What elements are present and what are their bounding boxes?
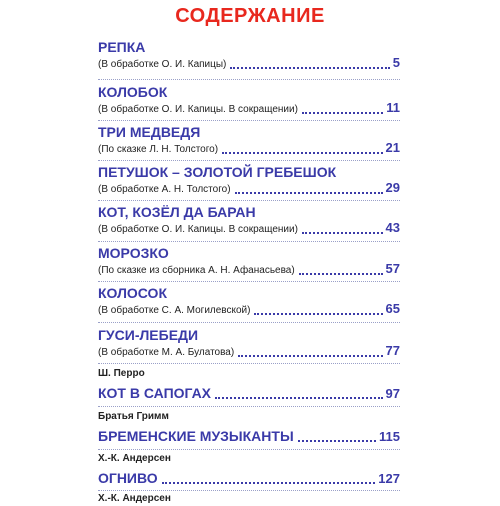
- separator: [98, 160, 400, 161]
- entry-title: БРЕМЕНСКИЕ МУЗЫКАНТЫ: [98, 428, 294, 444]
- entry-title: МОРОЗКО: [98, 245, 169, 261]
- toc-entry[interactable]: [98, 492, 400, 506]
- entry-title: ГУСИ-ЛЕБЕДИ: [98, 327, 199, 343]
- entry-page-number: 97: [385, 386, 400, 401]
- entry-page-number: 127: [378, 471, 400, 486]
- separator: [98, 79, 400, 80]
- entry-page-number: 11: [386, 100, 400, 115]
- entry-title: ОГНИВО: [98, 470, 158, 486]
- entry-subtitle: (В обработке А. Н. Толстого): [98, 184, 231, 195]
- dot-leader: [302, 230, 383, 234]
- entry-subtitle: (В обработке С. А. Могилевской): [98, 305, 251, 316]
- toc-entry[interactable]: [98, 367, 400, 402]
- entry-page-number: 77: [385, 343, 400, 358]
- separator: [98, 120, 400, 121]
- entry-subtitle: (В обработке О. И. Капицы. В сокращении): [98, 224, 298, 235]
- dot-leader: [254, 311, 382, 315]
- separator: [98, 490, 400, 491]
- toc-entry[interactable]: [98, 452, 400, 487]
- entry-author: Х.-К. Андерсен: [98, 453, 171, 464]
- separator: [98, 281, 400, 282]
- entry-title: ТРИ МЕДВЕДЯ: [98, 124, 201, 140]
- toc-entry[interactable]: [98, 326, 400, 360]
- dot-leader: [302, 110, 383, 114]
- entry-page-number: 115: [379, 429, 400, 444]
- separator: [98, 363, 400, 364]
- separator: [98, 406, 400, 407]
- toc-entry[interactable]: [98, 244, 400, 278]
- dot-leader: [238, 353, 382, 357]
- entry-title: КОТ, КОЗЁЛ ДА БАРАН: [98, 204, 256, 220]
- dot-leader: [222, 150, 382, 154]
- entry-title: КОТ В САПОГАХ: [98, 385, 212, 401]
- entry-subtitle: (В обработке О. И. Капицы): [98, 59, 227, 70]
- separator: [98, 241, 400, 242]
- entry-title: КОЛОБОК: [98, 84, 168, 100]
- separator: [98, 322, 400, 323]
- entry-page-number: 5: [392, 55, 400, 70]
- toc-entry[interactable]: [98, 410, 400, 445]
- dot-leader: [162, 480, 376, 484]
- toc-heading: СОДЕРЖАНИЕ: [175, 5, 325, 27]
- entry-page-number: 21: [385, 140, 400, 155]
- entry-subtitle: (По сказке из сборника А. Н. Афанасьева): [98, 265, 295, 276]
- separator: [98, 449, 400, 450]
- entry-title: ПЕТУШОК – ЗОЛОТОЙ ГРЕБЕШОК: [98, 164, 337, 180]
- dot-leader: [299, 271, 383, 275]
- dot-leader: [215, 395, 383, 399]
- toc-entry[interactable]: [98, 284, 400, 318]
- toc-entry[interactable]: [98, 203, 400, 237]
- entry-page-number: 65: [385, 301, 400, 316]
- entry-author: Ш. Перро: [98, 368, 145, 379]
- entry-page-number: 29: [385, 180, 400, 195]
- entry-title: КОЛОСОК: [98, 285, 167, 301]
- separator: [98, 200, 400, 201]
- entry-author: Братья Гримм: [98, 411, 169, 422]
- entry-page-number: 43: [385, 220, 400, 235]
- toc-entry[interactable]: [98, 123, 400, 157]
- entry-subtitle: (По сказке Л. Н. Толстого): [98, 144, 219, 155]
- toc-entry[interactable]: [98, 38, 400, 72]
- toc-entry[interactable]: [98, 163, 400, 197]
- entry-subtitle: (В обработке О. И. Капицы. В сокращении): [98, 104, 298, 115]
- entry-author: Х.-К. Андерсен: [98, 493, 171, 504]
- dot-leader: [230, 65, 389, 69]
- entry-title: РЕПКА: [98, 39, 146, 55]
- toc-entry[interactable]: [98, 83, 400, 117]
- entry-page-number: 57: [385, 261, 400, 276]
- dot-leader: [298, 438, 376, 442]
- entry-subtitle: (В обработке М. А. Булатова): [98, 347, 235, 358]
- dot-leader: [235, 190, 383, 194]
